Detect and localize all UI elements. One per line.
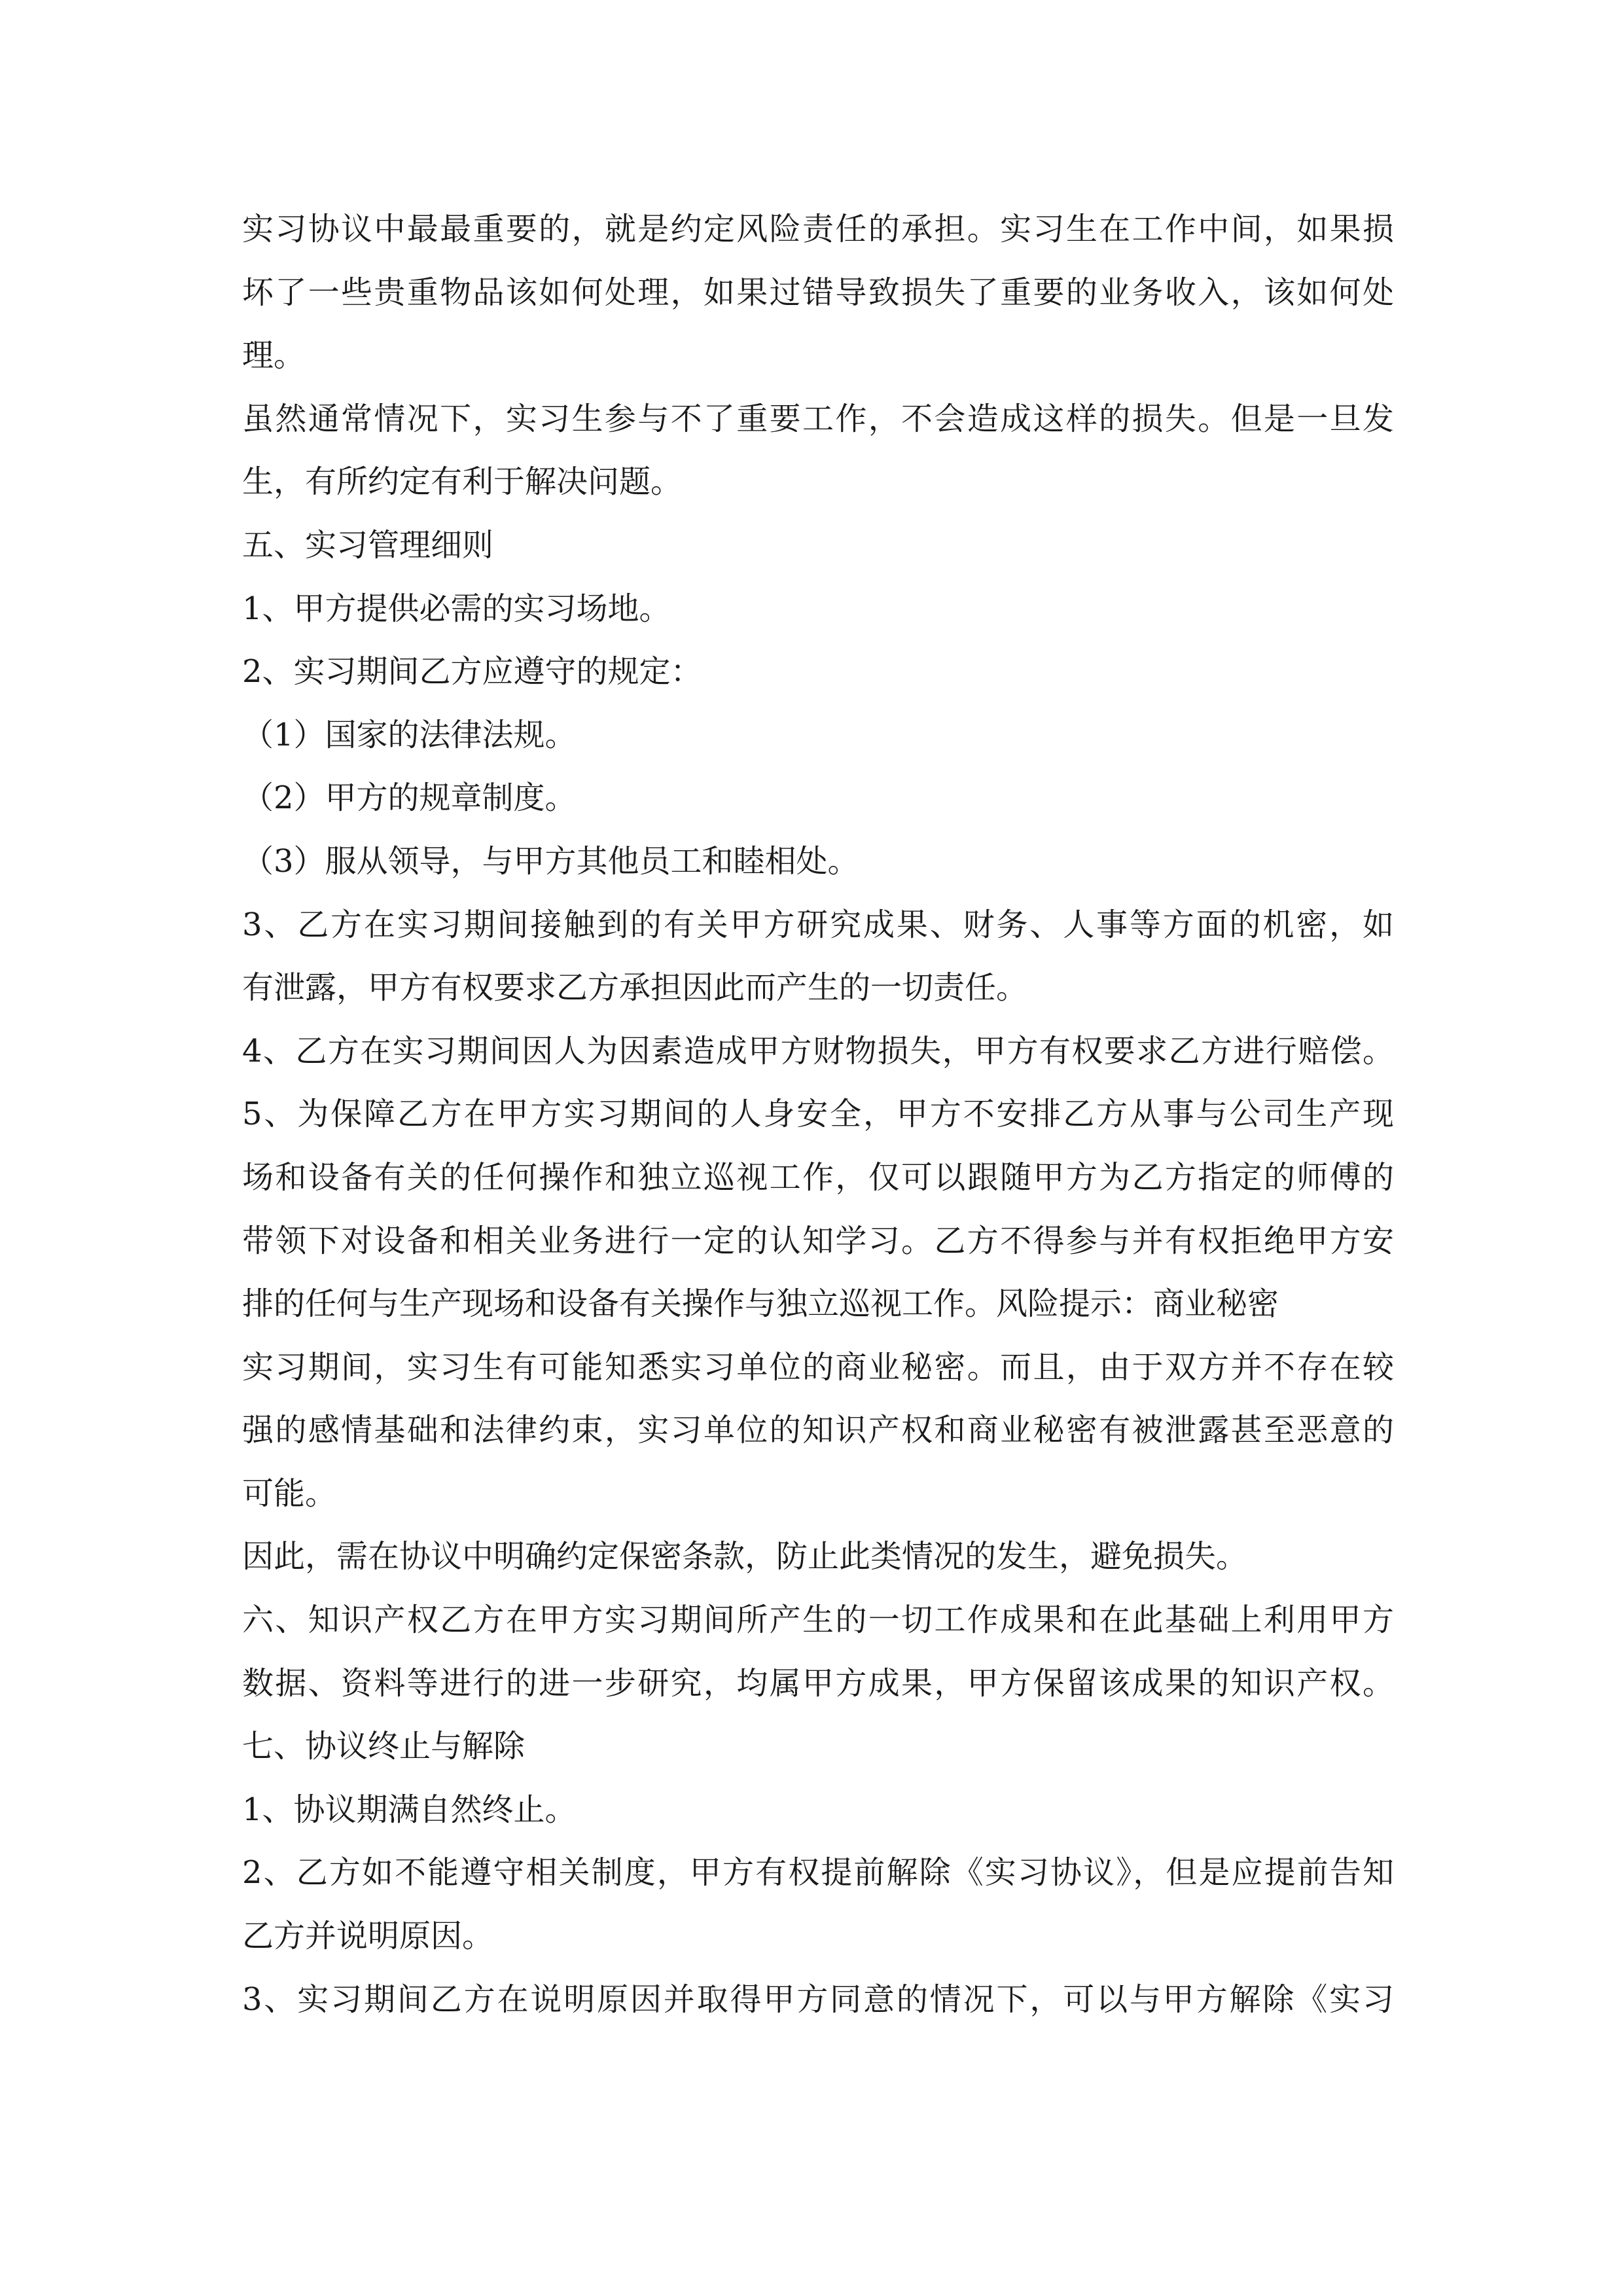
text-line: （3）服从领导，与甲方其他员工和睦相处。 — [242, 842, 859, 880]
text-line: 场和设备有关的任何操作和独立巡视工作，仅可以跟随甲方为乙方指定的师傅的 — [242, 1158, 1394, 1196]
text-line: 排的任何与生产现场和设备有关操作与独立巡视工作。风险提示：商业秘密 — [242, 1285, 1279, 1323]
text-line: 理。 — [242, 337, 306, 374]
text-line: 强的感情基础和法律约束，实习单位的知识产权和商业秘密有被泄露甚至恶意的 — [242, 1412, 1394, 1449]
text-line: （1）国家的法律法规。 — [242, 716, 577, 753]
text-line: 数据、资料等进行的进一步研究，均属甲方成果，甲方保留该成果的知识产权。 — [242, 1664, 1394, 1702]
text-line: 六、知识产权乙方在甲方实习期间所产生的一切工作成果和在此基础上利用甲方 — [242, 1602, 1394, 1639]
text-line: 七、协议终止与解除 — [242, 1728, 526, 1765]
text-line: 实习期间，实习生有可能知悉实习单位的商业秘密。而且，由于双方并不存在较 — [242, 1348, 1394, 1386]
text-line: 五、实习管理细则 — [242, 526, 494, 564]
text-line: 4、乙方在实习期间因人为因素造成甲方财物损失，甲方有权要求乙方进行赔偿。 — [242, 1032, 1394, 1069]
text-line: 2、乙方如不能遵守相关制度，甲方有权提前解除《实习协议》，但是应提前告知 — [242, 1854, 1394, 1892]
text-line: 2、实习期间乙方应遵守的规定： — [242, 653, 702, 691]
text-line: 有泄露，甲方有权要求乙方承担因此而产生的一切责任。 — [242, 969, 1028, 1007]
text-line: 1、协议期满自然终止。 — [242, 1791, 577, 1828]
text-line: 坏了一些贵重物品该如何处理，如果过错导致损失了重要的业务收入，该如何处 — [242, 274, 1394, 311]
text-line: （2）甲方的规章制度。 — [242, 780, 577, 817]
text-line: 3、实习期间乙方在说明原因并取得甲方同意的情况下，可以与甲方解除《实习 — [242, 1981, 1394, 2018]
text-line: 虽然通常情况下，实习生参与不了重要工作，不会造成这样的损失。但是一旦发 — [242, 400, 1394, 437]
text-line: 可能。 — [242, 1475, 337, 1512]
text-line: 因此，需在协议中明确约定保密条款，防止此类情况的发生，避免损失。 — [242, 1538, 1248, 1575]
text-line: 3、乙方在实习期间接触到的有关甲方研究成果、财务、人事等方面的机密，如 — [242, 906, 1394, 943]
text-line: 带领下对设备和相关业务进行一定的认知学习。乙方不得参与并有权拒绝甲方安 — [242, 1222, 1394, 1259]
text-line: 乙方并说明原因。 — [242, 1918, 494, 1955]
document-body — [242, 198, 1394, 2031]
text-line: 5、为保障乙方在甲方实习期间的人身安全，甲方不安排乙方从事与公司生产现 — [242, 1096, 1394, 1133]
text-line: 生，有所约定有利于解决问题。 — [242, 463, 683, 501]
text-line: 实习协议中最最重要的，就是约定风险责任的承担。实习生在工作中间，如果损 — [242, 211, 1394, 247]
text-line: 1、甲方提供必需的实习场地。 — [242, 590, 671, 627]
